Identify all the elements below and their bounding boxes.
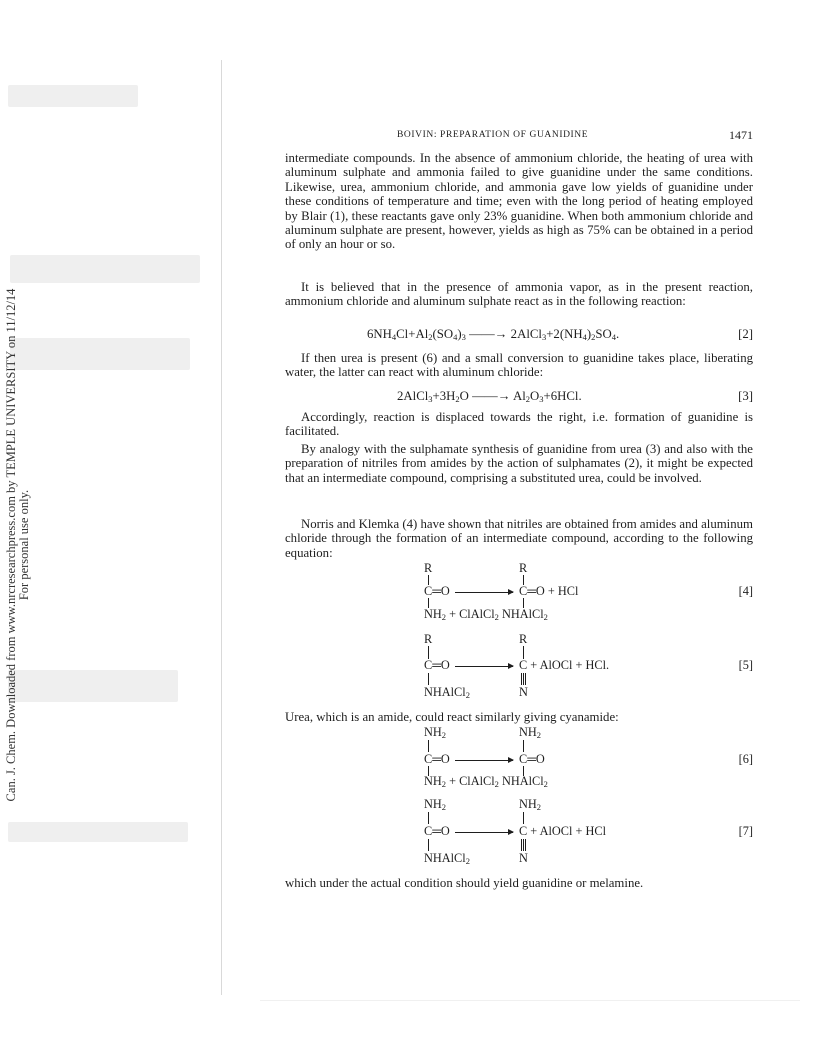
- scan-artifact: [10, 338, 190, 370]
- equation-7-substituent-left: NHAlCl$_2$: [424, 851, 470, 866]
- equation-4-number: [4]: [738, 584, 753, 598]
- triple-bond-line: [525, 673, 526, 685]
- reaction-arrow: [455, 760, 513, 761]
- page-number: 1471: [729, 128, 753, 142]
- equation-6-carbonyl-left: C═O: [424, 752, 450, 766]
- running-title: BOIVIN: PREPARATION OF GUANIDINE: [397, 130, 589, 140]
- equation-6-number: [6]: [738, 752, 753, 766]
- margin-rule: [221, 60, 222, 995]
- equation-7-carbonyl-left: C═O: [424, 824, 450, 838]
- equation-5-number: [5]: [738, 658, 753, 672]
- equation-4-carbonyl-left: C═O: [424, 584, 450, 598]
- paragraph-2: It is believed that in the presence of ammonia vapor, as in the present reaction, ammonium chloride and aluminum sulphate react as in the following reaction:: [285, 280, 753, 309]
- equation-6-amine-left: $NH_2$: [424, 725, 447, 740]
- bond-line: [523, 740, 524, 752]
- equation-4-r-right: R: [519, 561, 528, 575]
- paragraph-3: If then urea is present (6) and a small conversion to guanidine takes place, liberating water, the latter can react with aluminum chloride:: [285, 351, 753, 380]
- equation-7-amine-right: $NH_2$: [519, 797, 542, 812]
- equation-5-r-right: R: [519, 632, 528, 646]
- equation-3-number: [3]: [738, 389, 753, 403]
- reaction-arrow: [455, 666, 513, 667]
- equation-2: [285, 327, 753, 343]
- equation-7-number: [7]: [738, 824, 753, 838]
- equation-5-r-left: R: [424, 632, 433, 646]
- bond-line: [428, 839, 429, 851]
- download-notice-line2: For personal use only.: [17, 489, 31, 601]
- equation-2-expression: $6NH_4Cl+Al_2(SO_4)_3$ ——→ $2AlCl_3+2(NH_4)_2SO_4$.: [367, 327, 620, 342]
- equation-7: [285, 798, 753, 868]
- equation-6-amine-right: $NH_2$: [519, 725, 542, 740]
- triple-bond-line: [525, 839, 526, 851]
- triple-bond-line: [521, 673, 522, 685]
- scan-artifact: [8, 822, 188, 842]
- equation-7-amine-left: $NH_2$: [424, 797, 447, 812]
- bond-line: [428, 812, 429, 824]
- equation-7-product: C + AlOCl + HCl: [519, 824, 606, 838]
- paragraph-5: By analogy with the sulphamate synthesis of guanidine from urea (3) and also with the preparation of nitriles from amides by the action of sulphamates (2), it might be expected that an intermediate compound, comprising a substituted urea, could be involved.: [285, 442, 753, 485]
- scan-artifact: [8, 670, 178, 702]
- equation-7-nitrile-n: N: [519, 851, 528, 865]
- paragraph-7: Urea, which is an amide, could react similarly giving cyanamide:: [285, 710, 619, 724]
- equation-4-substituents: $NH_2$ + ClAlCl$_2$ NHAlCl$_2$: [424, 607, 548, 622]
- equation-6: [285, 726, 753, 788]
- equation-4: [285, 562, 753, 622]
- scan-artifact: [10, 255, 200, 283]
- equation-4-r-left: R: [424, 561, 433, 575]
- triple-bond-line: [523, 839, 524, 851]
- triple-bond-line: [523, 673, 524, 685]
- equation-5-carbonyl-left: C═O: [424, 658, 450, 672]
- bond-line: [428, 740, 429, 752]
- reaction-arrow: [455, 832, 513, 833]
- equation-6-substituents: $NH_2$ + ClAlCl$_2$ NHAlCl$_2$: [424, 774, 548, 789]
- paragraph-6: Norris and Klemka (4) have shown that nitriles are obtained from amides and aluminum chloride through the formation of an intermediate compound, according to the following equation:: [285, 517, 753, 560]
- equation-2-number: [2]: [738, 327, 753, 341]
- running-header: [285, 128, 753, 142]
- download-notice-line1: Can. J. Chem. Downloaded from www.nrcresearchpress.com by TEMPLE UNIVERSITY on 11/12/14: [4, 288, 18, 802]
- equation-6-carbonyl-right: C═O: [519, 752, 545, 766]
- equation-5-product: C + AlOCl + HCl.: [519, 658, 610, 672]
- paragraph-1: intermediate compounds. In the absence of ammonium chloride, the heating of urea with aluminum sulphate and ammonia failed to give guanidine under the same conditions. Likewise, urea, ammonium chloride, and ammonia gave low yields of guanidine under these conditions of temperature and time; even with the long period of heating employed by Blair (1), these reactants gave only 23% guanidine. When both ammonium chloride and aluminum sulphate are present, however, yields as high as 75% can be obtained in a period of only an hour or so.: [285, 151, 753, 252]
- scan-artifact: [8, 85, 138, 107]
- equation-3: [285, 389, 753, 405]
- equation-3-expression: $2AlCl_3+3H_2O$ ——→ $Al_2O_3+6HCl$.: [397, 389, 582, 404]
- paragraph-4: Accordingly, reaction is displaced towards the right, i.e. formation of guanidine is facilitated.: [285, 410, 753, 439]
- scan-artifact: [260, 1000, 800, 1001]
- triple-bond-line: [521, 839, 522, 851]
- bond-line: [428, 673, 429, 685]
- reaction-arrow: [455, 592, 513, 593]
- equation-5-nitrile-n: N: [519, 685, 528, 699]
- equation-5-substituent-left: NHAlCl$_2$: [424, 685, 470, 700]
- bond-line: [523, 812, 524, 824]
- equation-4-product: C═O + HCl: [519, 584, 579, 598]
- equation-5: [285, 633, 753, 703]
- paragraph-8: which under the actual condition should yield guanidine or melamine.: [285, 876, 644, 890]
- download-notice: [5, 245, 31, 845]
